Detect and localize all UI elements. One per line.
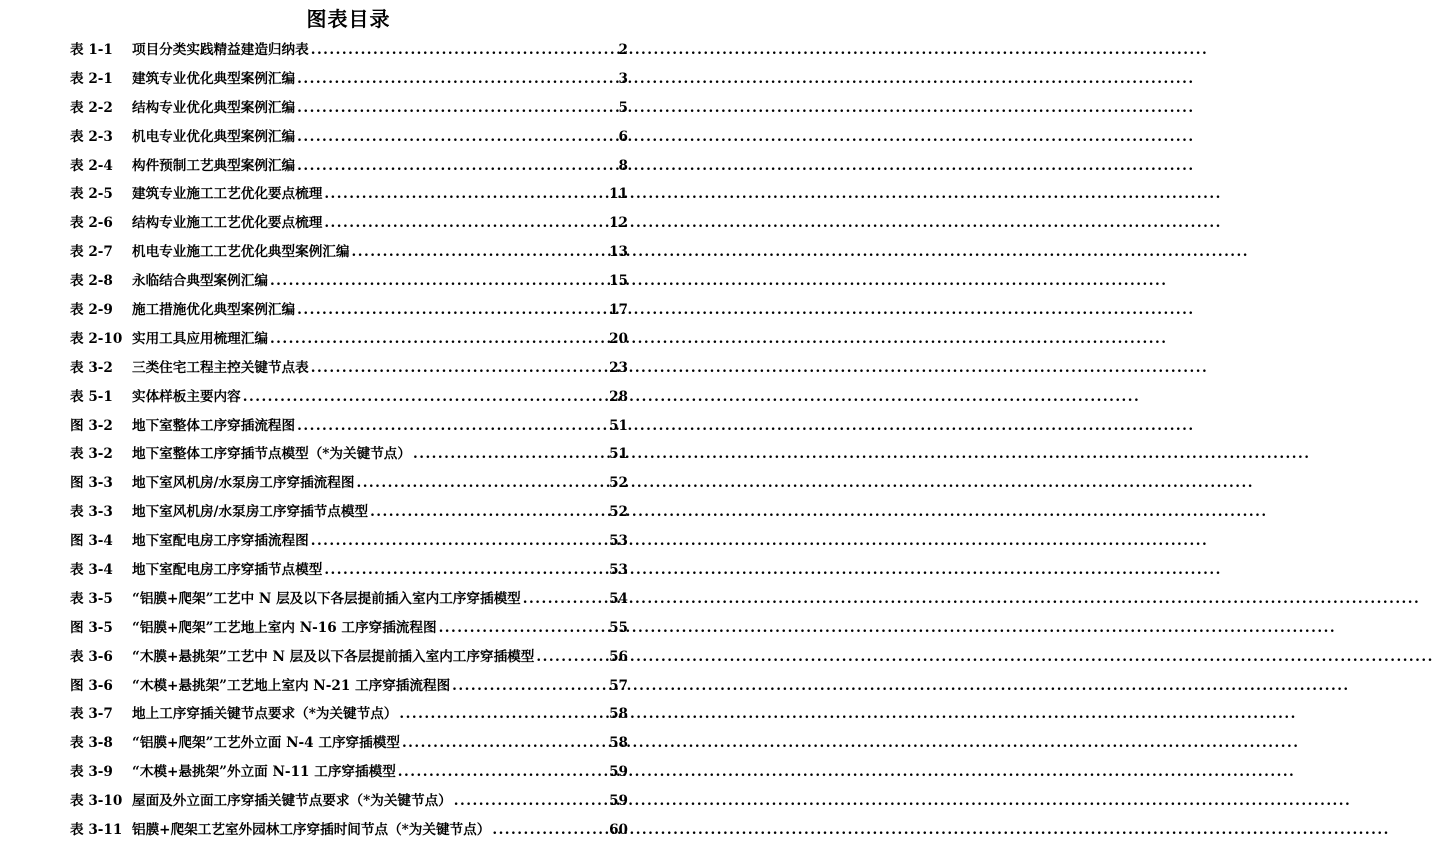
toc-entry-page-number: 58 xyxy=(609,706,628,723)
dot-leader xyxy=(492,816,607,845)
toc-entry-label: 表 3-6 xyxy=(70,648,113,665)
toc-entry-label: 表 2-2 xyxy=(70,99,113,116)
dot-leader xyxy=(311,36,614,65)
toc-entry-page-number: 52 xyxy=(609,504,628,521)
toc-entry-label: 表 2-10 xyxy=(70,330,123,347)
dot-leader xyxy=(297,65,614,94)
toc-entry-label: 表 3-2 xyxy=(70,446,113,463)
toc-entry-label: 表 3-4 xyxy=(70,562,113,579)
toc-entry-label: 图 3-4 xyxy=(70,533,113,550)
toc-entry-page-number: 11 xyxy=(609,186,628,203)
toc-entry[interactable] xyxy=(70,614,628,643)
toc-entry[interactable] xyxy=(70,296,628,325)
toc-entry-title: 施工措施优化典型案例汇编 xyxy=(132,302,296,319)
toc-entry-page-number: 8 xyxy=(618,157,628,174)
toc-entry[interactable] xyxy=(70,325,628,354)
toc-entry-title: 铝膜+爬架工艺室外园林工序穿插时间节点（*为关键节点） xyxy=(132,822,491,839)
dot-leader xyxy=(439,614,608,643)
toc-entry-title: 机电专业施工工艺优化典型案例汇编 xyxy=(132,244,350,261)
toc-entry-title: 结构专业优化典型案例汇编 xyxy=(132,99,296,116)
toc-entry-label: 表 2-4 xyxy=(70,157,113,174)
dot-leader xyxy=(324,209,607,238)
toc-entry-title: 实体样板主要内容 xyxy=(132,388,241,405)
toc-entry-label: 表 3-10 xyxy=(70,793,123,810)
dot-leader xyxy=(270,325,607,354)
toc-entry-label: 表 3-8 xyxy=(70,735,113,752)
toc-entry-title: 永临结合典型案例汇编 xyxy=(132,273,268,290)
toc-entry[interactable] xyxy=(70,36,628,65)
toc-entry-title: 机电专业优化典型案例汇编 xyxy=(132,128,296,145)
toc-entry-label: 表 5-1 xyxy=(70,388,113,405)
toc-entry-label: 表 2-7 xyxy=(70,244,113,261)
dot-leader xyxy=(402,729,607,758)
dot-leader xyxy=(297,296,607,325)
toc-entry-page-number: 59 xyxy=(609,793,628,810)
toc-entry-label: 表 2-9 xyxy=(70,302,113,319)
toc-entry-label: 表 2-1 xyxy=(70,70,113,87)
toc-entry-title: 建筑专业优化典型案例汇编 xyxy=(132,70,296,87)
toc-entry-label: 表 1-1 xyxy=(70,42,113,58)
dot-leader xyxy=(243,383,607,412)
toc-entry-page-number: 53 xyxy=(609,562,628,579)
toc-entry[interactable] xyxy=(70,123,628,152)
toc-entry[interactable] xyxy=(70,354,628,383)
toc-entry[interactable] xyxy=(70,700,628,729)
toc-entry-page-number: 54 xyxy=(609,590,628,607)
toc-entry-page-number: 57 xyxy=(609,677,628,694)
toc-entry-title: 地下室配电房工序穿插流程图 xyxy=(132,533,309,550)
toc-entry-page-number: 51 xyxy=(609,446,628,463)
toc-entry[interactable] xyxy=(70,643,628,672)
table-of-contents xyxy=(70,36,628,845)
dot-leader xyxy=(413,440,607,469)
toc-entry-page-number: 51 xyxy=(609,417,628,434)
dot-leader xyxy=(352,238,608,267)
dot-leader xyxy=(324,180,607,209)
dot-leader xyxy=(297,152,614,181)
toc-entry[interactable] xyxy=(70,383,628,412)
toc-entry[interactable] xyxy=(70,556,628,585)
page-title: 图表目录 xyxy=(306,7,391,31)
dot-leader xyxy=(536,643,607,672)
toc-entry[interactable] xyxy=(70,672,628,701)
toc-entry[interactable] xyxy=(70,469,628,498)
toc-entry[interactable] xyxy=(70,440,628,469)
toc-entry-label: 表 2-3 xyxy=(70,128,113,145)
toc-entry[interactable] xyxy=(70,267,628,296)
toc-entry-label: 表 3-2 xyxy=(70,359,113,376)
toc-entry[interactable] xyxy=(70,498,628,527)
toc-entry-title: “铝膜+爬架”工艺中 N 层及以下各层提前插入室内工序穿插模型 xyxy=(132,590,521,607)
toc-entry-title: 三类住宅工程主控关键节点表 xyxy=(132,359,309,376)
toc-entry[interactable] xyxy=(70,180,628,209)
toc-entry-page-number: 17 xyxy=(609,302,628,319)
toc-entry[interactable] xyxy=(70,729,628,758)
toc-entry-page-number: 56 xyxy=(609,648,628,665)
dot-leader xyxy=(370,498,607,527)
dot-leader xyxy=(311,354,607,383)
toc-entry-label: 表 2-5 xyxy=(70,186,113,203)
toc-entry-title: 构件预制工艺典型案例汇编 xyxy=(132,157,296,174)
toc-entry[interactable] xyxy=(70,65,628,94)
toc-entry-page-number: 58 xyxy=(609,735,628,752)
toc-entry-label: 表 2-8 xyxy=(70,273,113,290)
toc-entry-title: 结构专业施工工艺优化要点梳理 xyxy=(132,215,323,232)
toc-entry[interactable] xyxy=(70,94,628,123)
toc-entry-label: 图 3-5 xyxy=(70,619,113,636)
toc-entry[interactable] xyxy=(70,787,628,816)
toc-entry[interactable] xyxy=(70,527,628,556)
toc-entry-title: 地下室整体工序穿插流程图 xyxy=(132,417,296,434)
toc-entry-title: “木模+悬挑架”工艺地上室内 N-21 工序穿插流程图 xyxy=(132,677,451,694)
dot-leader xyxy=(311,527,607,556)
toc-entry-label: 表 3-5 xyxy=(70,590,113,607)
toc-entry-title: “木膜+悬挑架”工艺中 N 层及以下各层提前插入室内工序穿插模型 xyxy=(132,648,535,665)
toc-entry-title: “木模+悬挑架”外立面 N-11 工序穿插模型 xyxy=(132,764,396,781)
toc-entry[interactable] xyxy=(70,152,628,181)
toc-entry-page-number: 5 xyxy=(618,99,628,116)
toc-entry-title: 地下室整体工序穿插节点模型（*为关键节点） xyxy=(132,446,411,463)
toc-entry-title: “铝膜+爬架”工艺外立面 N-4 工序穿插模型 xyxy=(132,735,400,752)
dot-leader xyxy=(452,672,607,701)
dot-leader xyxy=(297,94,614,123)
toc-entry-label: 图 3-6 xyxy=(70,677,113,694)
toc-entry[interactable] xyxy=(70,816,628,845)
toc-entry-label: 图 3-3 xyxy=(70,475,113,492)
toc-entry-page-number: 28 xyxy=(609,388,628,405)
dot-leader xyxy=(297,412,607,441)
dot-leader xyxy=(270,267,607,296)
toc-entry-page-number: 20 xyxy=(609,330,628,347)
document-page xyxy=(0,0,697,864)
toc-entry-page-number: 2 xyxy=(618,42,628,58)
toc-entry-title: 地下室风机房/水泵房工序穿插节点模型 xyxy=(132,504,369,521)
toc-entry-label: 表 3-9 xyxy=(70,764,113,781)
dot-leader xyxy=(356,469,607,498)
dot-leader xyxy=(324,556,607,585)
toc-entry-page-number: 23 xyxy=(609,359,628,376)
toc-entry-page-number: 59 xyxy=(609,764,628,781)
toc-entry-title: 地下室配电房工序穿插节点模型 xyxy=(132,562,323,579)
toc-entry-page-number: 53 xyxy=(609,533,628,550)
toc-entry[interactable] xyxy=(70,238,628,267)
toc-entry-title: 屋面及外立面工序穿插关键节点要求（*为关键节点） xyxy=(132,793,452,810)
toc-entry-label: 表 3-3 xyxy=(70,504,113,521)
toc-entry[interactable] xyxy=(70,585,628,614)
toc-entry-page-number: 60 xyxy=(609,822,628,839)
toc-entry-title: “铝膜+爬架”工艺地上室内 N-16 工序穿插流程图 xyxy=(132,619,437,636)
toc-entry-label: 表 2-6 xyxy=(70,215,113,232)
toc-entry[interactable] xyxy=(70,758,628,787)
dot-leader xyxy=(399,700,607,729)
toc-entry-page-number: 15 xyxy=(609,273,628,290)
dot-leader xyxy=(454,787,607,816)
toc-entry-page-number: 52 xyxy=(609,475,628,492)
dot-leader xyxy=(297,123,614,152)
toc-entry-title: 建筑专业施工工艺优化要点梳理 xyxy=(132,186,323,203)
toc-entry-title: 地上工序穿插关键节点要求（*为关键节点） xyxy=(132,706,398,723)
toc-entry-page-number: 3 xyxy=(618,70,628,87)
dot-leader xyxy=(398,758,607,787)
toc-entry[interactable] xyxy=(70,209,628,238)
dot-leader xyxy=(523,585,607,614)
toc-entry-page-number: 12 xyxy=(609,215,628,232)
toc-entry-title: 项目分类实践精益建造归纳表 xyxy=(132,42,309,58)
toc-entry-label: 表 3-11 xyxy=(70,822,123,839)
toc-entry-label: 图 3-2 xyxy=(70,417,113,434)
toc-entry-page-number: 13 xyxy=(609,244,628,261)
toc-entry-page-number: 6 xyxy=(618,128,628,145)
toc-entry-title: 地下室风机房/水泵房工序穿插流程图 xyxy=(132,475,355,492)
toc-entry[interactable] xyxy=(70,412,628,441)
toc-entry-page-number: 55 xyxy=(609,619,628,636)
toc-entry-label: 表 3-7 xyxy=(70,706,113,723)
toc-entry-title: 实用工具应用梳理汇编 xyxy=(132,330,268,347)
